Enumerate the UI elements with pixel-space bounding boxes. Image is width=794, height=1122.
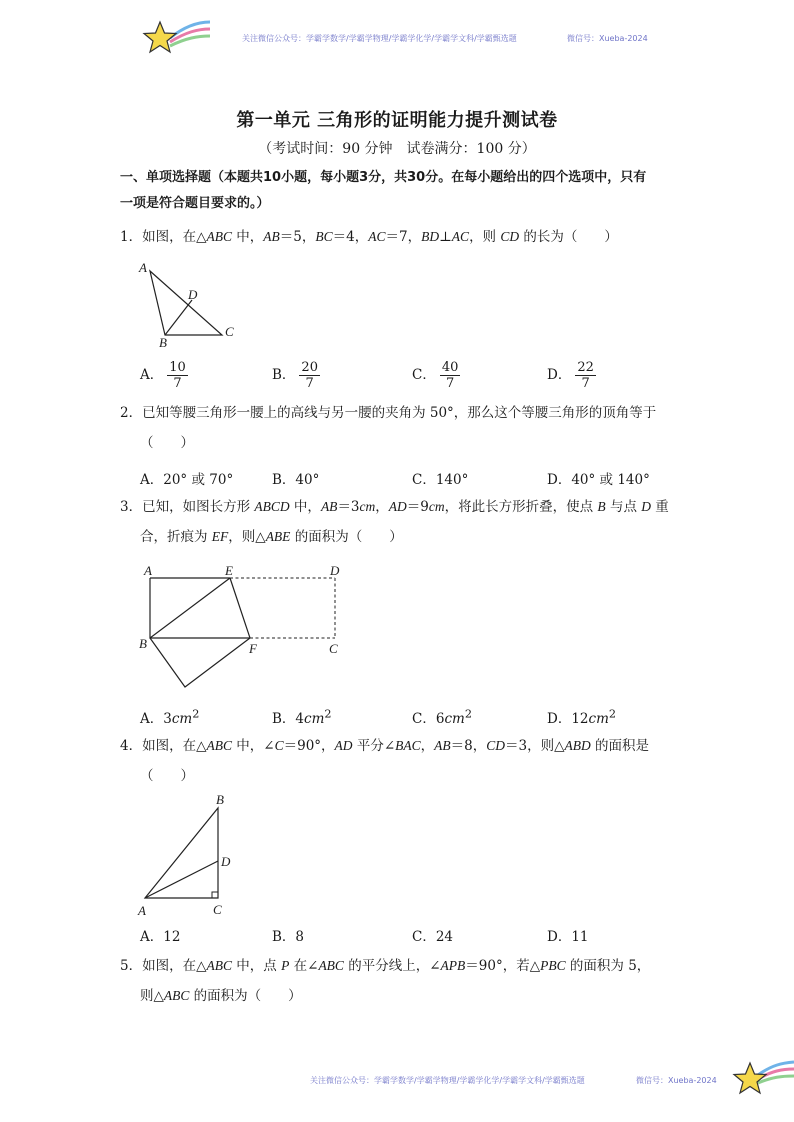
svg-text:E: E — [225, 563, 233, 578]
header-star-logo — [140, 16, 215, 61]
q2-option-d[interactable]: D．40° 或 140° — [547, 472, 650, 488]
q4-option-a[interactable]: A．12 — [140, 929, 181, 945]
svg-text:D: D — [221, 854, 231, 869]
q4-option-b[interactable]: B．8 — [272, 929, 305, 945]
q3-option-b[interactable]: B．$4cm^2$ — [272, 707, 332, 727]
question-number: 1． — [120, 229, 143, 245]
header-note: 关注微信公众号：学霸学数学/学霸学物理/学霸学化学/学霸学文科/学霸甄选题 — [242, 34, 517, 43]
q2-line1: 2．已知等腰三角形一腰上的高线与另一腰的夹角为 50°，那么这个等腰三角形的顶角等于 — [120, 405, 657, 421]
question-4: 4．如图，在△ABC 中，∠C＝90°，AD 平分∠BAC，AB＝8，CD＝3，则△ABD 的面积是 （ ） — [120, 731, 680, 791]
svg-text:A: A — [139, 260, 147, 275]
section-heading-line1: 一、单项选择题（本题共10小题，每小题3分，共30分。在每小题给出的四个选项中，只有 — [120, 170, 647, 185]
q2-option-a[interactable]: A．20° 或 70° — [140, 472, 234, 488]
q2-option-c[interactable]: C．140° — [412, 472, 469, 488]
q3-option-a[interactable]: A．$3cm^2$ — [140, 707, 200, 727]
footer-note: 关注微信公众号：学霸学数学/学霸学物理/学霸学化学/学霸学文科/学霸甄选题 — [310, 1076, 585, 1085]
q4-option-c[interactable]: C．24 — [412, 929, 454, 945]
q1-triangle-figure — [130, 255, 250, 350]
question-1: 1．如图，在△ABC 中，AB＝5，BC＝4，AC＝7，BD⊥AC，则 CD 的长为（ ） — [120, 229, 618, 245]
q4-line2: （ ） — [140, 768, 194, 784]
svg-text:B: B — [216, 792, 224, 807]
svg-text:A: A — [138, 903, 146, 918]
section-heading — [120, 165, 680, 217]
q4-right-triangle-figure — [135, 790, 245, 920]
q3-option-d[interactable]: D．$12cm^2$ — [547, 707, 617, 727]
question-2 — [120, 398, 680, 458]
svg-text:F: F — [249, 641, 257, 656]
q1-option-c[interactable]: C． $\frac{40}{7}$ — [412, 360, 459, 391]
q1-option-a[interactable]: A． $\frac{10}{7}$ — [140, 360, 186, 391]
q4-option-d[interactable]: D．11 — [547, 929, 589, 945]
q2-line2: （ ） — [140, 435, 194, 451]
svg-text:B: B — [139, 636, 147, 651]
page-title: 第一单元 三角形的证明能力提升测试卷 — [236, 110, 558, 131]
svg-text:D: D — [330, 563, 340, 578]
q2-option-b[interactable]: B．40° — [272, 472, 320, 488]
footer-wechat: 微信号：Xueba-2024 — [636, 1076, 717, 1085]
q1-option-b[interactable]: B． $\frac{20}{7}$ — [272, 360, 318, 391]
footer-star-logo — [730, 1055, 794, 1100]
svg-text:C: C — [213, 902, 222, 917]
page-subtitle: （考试时间：90 分钟 试卷满分：100 分） — [258, 141, 536, 157]
q1-option-d[interactable]: D． $\frac{22}{7}$ — [547, 360, 594, 391]
q3-rectangle-figure — [135, 560, 350, 695]
svg-text:C: C — [225, 324, 234, 339]
q3-option-c[interactable]: C．$6cm^2$ — [412, 707, 472, 727]
section-heading-line2: 一项是符合题目要求的。） — [120, 196, 270, 211]
header-wechat: 微信号：Xueba-2024 — [567, 34, 648, 43]
svg-text:D: D — [188, 287, 198, 302]
svg-text:A: A — [144, 563, 152, 578]
svg-text:C: C — [329, 641, 338, 656]
svg-text:B: B — [159, 335, 167, 350]
question-3: 3．已知，如图长方形 ABCD 中，AB＝3cm，AD＝9cm，将此长方形折叠，使点 B 与点 D 重 合，折痕为 EF，则△ABE 的面积为（ ） — [120, 499, 669, 545]
question-5: 5．如图，在△ABC 中，点 P 在∠ABC 的平分线上，∠APB＝90°，若△PBC 的面积为 5， 则△ABC 的面积为（ ） — [120, 958, 651, 1004]
